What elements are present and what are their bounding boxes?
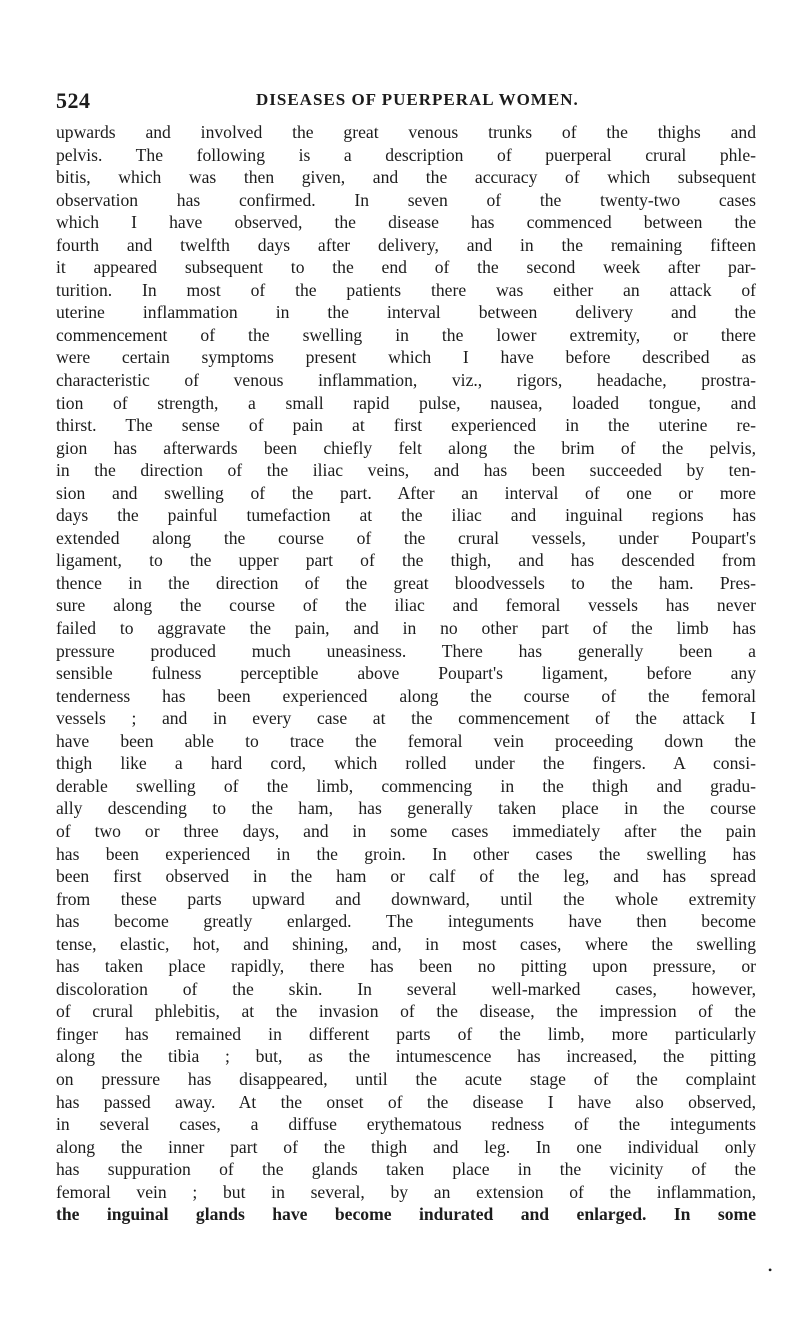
text-line: sure along the course of the iliac and femoral vessels has never xyxy=(56,595,756,616)
running-title: DISEASES OF PUERPERAL WOMEN. xyxy=(256,90,579,109)
text-line: has taken place rapidly, there has been no pitting upon pressure, or xyxy=(56,956,756,977)
text-line: along the tibia ; but, as the intumescence has increased, the pitting xyxy=(56,1046,756,1067)
text-line: tion of strength, a small rapid pulse, nausea, loaded tongue, and xyxy=(56,392,756,413)
text-line: failed to aggravate the pain, and in no other part of the limb has xyxy=(56,618,756,639)
text-line: from these parts upward and downward, until the whole extremity xyxy=(56,888,756,909)
text-line: characteristic of venous inflammation, viz., rigors, headache, prostra- xyxy=(56,370,756,391)
text-line: gion has afterwards been chiefly felt along the brim of the pelvis, xyxy=(56,437,756,458)
text-line: uterine inflammation in the interval between delivery and the xyxy=(56,302,756,323)
text-line: thence in the direction of the great bloodvessels to the ham. Pres- xyxy=(56,572,756,593)
text-line: extended along the course of the crural vessels, under Poupart's xyxy=(56,527,756,548)
text-line: have been able to trace the femoral vein proceeding down the xyxy=(56,730,756,751)
text-line: femoral vein ; but in several, by an extension of the inflammation, xyxy=(56,1181,756,1202)
text-line: finger has remained in different parts of the limb, more particularly xyxy=(56,1023,756,1044)
text-line: has passed away. At the onset of the disease I have also observed, xyxy=(56,1091,756,1112)
text-line: fourth and twelfth days after delivery, and in the remaining fifteen xyxy=(56,234,756,255)
text-line: sion and swelling of the part. After an interval of one or more xyxy=(56,482,756,503)
text-line: days the painful tumefaction at the iliac and inguinal regions has xyxy=(56,505,756,526)
text-line: sensible fulness perceptible above Poupart's ligament, before any xyxy=(56,663,756,684)
text-line: observation has confirmed. In seven of the twenty-two cases xyxy=(56,189,756,210)
text-line: thigh like a hard cord, which rolled under the fingers. A consi- xyxy=(56,753,756,774)
text-line: of crural phlebitis, at the invasion of the disease, the impression of the xyxy=(56,1001,756,1022)
text-line: on pressure has disappeared, until the acute stage of the complaint xyxy=(56,1068,756,1089)
text-line: pressure produced much uneasiness. There has generally been a xyxy=(56,640,756,661)
text-line: thirst. The sense of pain at first experienced in the uterine re- xyxy=(56,415,756,436)
text-line: vessels ; and in every case at the commencement of the attack I xyxy=(56,708,756,729)
text-line: turition. In most of the patients there was either an attack of xyxy=(56,279,756,300)
text-line: ligament, to the upper part of the thigh, and has descended from xyxy=(56,550,756,571)
text-line: tenderness has been experienced along the course of the femoral xyxy=(56,685,756,706)
text-line: has been experienced in the groin. In other cases the swelling has xyxy=(56,843,756,864)
text-line: has suppuration of the glands taken place in the vicinity of the xyxy=(56,1159,756,1180)
text-line: tense, elastic, hot, and shining, and, in most cases, where the swelling xyxy=(56,933,756,954)
text-line-last: the inguinal glands have become indurated and enlarged. In some xyxy=(56,1204,756,1225)
text-line: in several cases, a diffuse erythematous redness of the integuments xyxy=(56,1114,756,1135)
running-head xyxy=(56,88,756,116)
text-line: commencement of the swelling in the lower extremity, or there xyxy=(56,324,756,345)
text-line: which I have observed, the disease has commenced between the xyxy=(56,212,756,233)
margin-mark: • xyxy=(768,1263,773,1277)
body-text xyxy=(56,121,756,1226)
text-line: along the inner part of the thigh and leg. In one individual only xyxy=(56,1136,756,1157)
text-line: of two or three days, and in some cases immediately after the pain xyxy=(56,820,756,841)
text-line: upwards and involved the great venous trunks of the thighs and xyxy=(56,122,756,142)
text-line: in the direction of the iliac veins, and has been succeeded by ten- xyxy=(56,460,756,481)
text-line: pelvis. The following is a description of puerperal crural phle- xyxy=(56,144,756,165)
text-line: has become greatly enlarged. The integuments have then become xyxy=(56,911,756,932)
page-number: 524 xyxy=(56,88,91,113)
text-line: it appeared subsequent to the end of the second week after par- xyxy=(56,257,756,278)
text-line: were certain symptoms present which I have before described as xyxy=(56,347,756,368)
text-line: been first observed in the ham or calf of the leg, and has spread xyxy=(56,866,756,887)
text-line: ally descending to the ham, has generally taken place in the course xyxy=(56,798,756,819)
text-line: discoloration of the skin. In several well-marked cases, however, xyxy=(56,978,756,999)
text-line: bitis, which was then given, and the accuracy of which subsequent xyxy=(56,167,756,188)
text-line: derable swelling of the limb, commencing in the thigh and gradu- xyxy=(56,775,756,796)
